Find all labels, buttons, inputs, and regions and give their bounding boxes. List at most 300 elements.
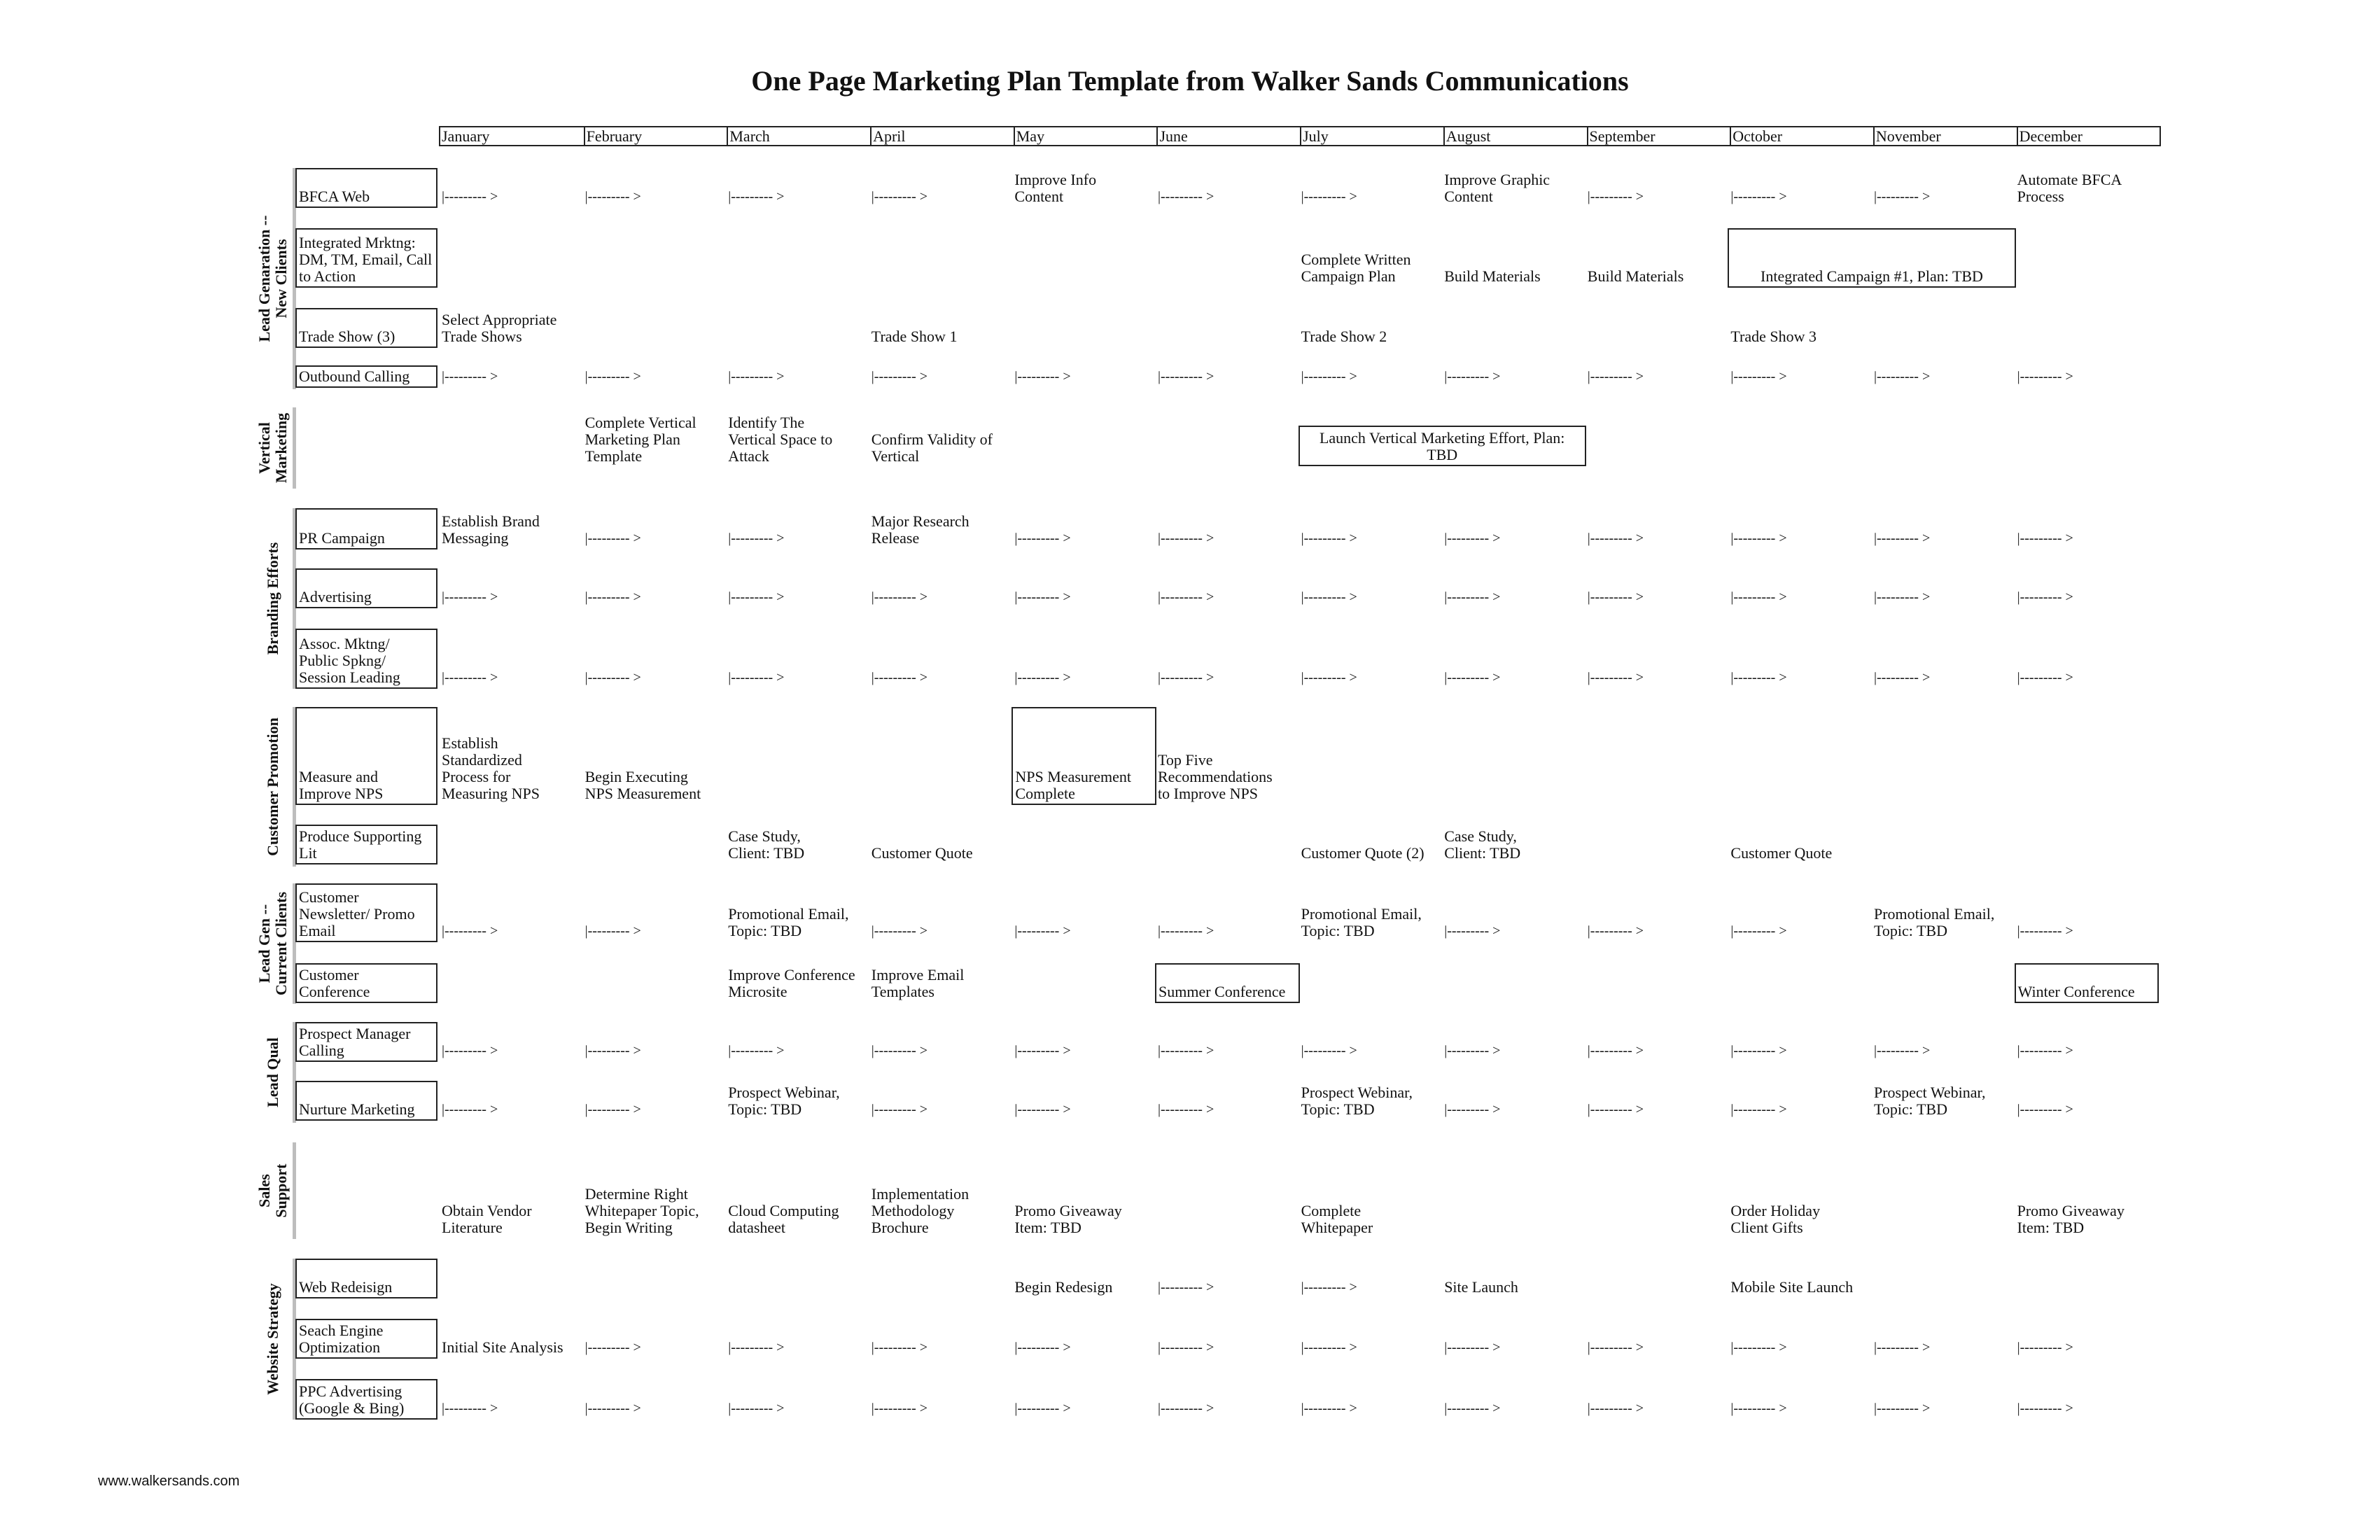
arrow-text: |--------- > [2017, 670, 2073, 685]
group-label [253, 407, 293, 489]
arrow-text: |--------- > [1587, 1102, 1644, 1117]
group-label [253, 1259, 293, 1420]
plan-item-text: Cloud Computing datasheet [728, 1202, 839, 1236]
continuation-arrow [1730, 147, 1868, 206]
arrow-text: |--------- > [1587, 1340, 1644, 1355]
group-label-text: Lead Genaration -- New Clients [255, 215, 290, 342]
continuation-arrow [1588, 862, 1726, 941]
continuation-arrow [2017, 608, 2155, 687]
continuation-arrow [1301, 147, 1439, 206]
arrow-text: |--------- > [1301, 1401, 1357, 1416]
arrow-text: |--------- > [728, 531, 785, 546]
plan-item [728, 1121, 866, 1238]
continuation-arrow [728, 147, 866, 206]
continuation-arrow [1588, 1358, 1726, 1418]
footer-url: www.walkersands.com [98, 1474, 240, 1489]
group-label-text: Website Strategy [264, 1283, 281, 1395]
arrow-text: |--------- > [2017, 589, 2073, 605]
plan-item [728, 942, 866, 1002]
arrow-text: |--------- > [871, 923, 928, 939]
continuation-arrow [1730, 862, 1868, 941]
plan-item-text: Complete Whitepaper [1301, 1202, 1373, 1236]
plan-item [442, 1121, 580, 1238]
plan-item [872, 287, 1009, 346]
arrow-text: |--------- > [871, 1340, 928, 1355]
continuation-arrow [1301, 1298, 1439, 1357]
continuation-arrow [1014, 1358, 1152, 1418]
arrow-text: |--------- > [1874, 1043, 1931, 1058]
arrow-text: |--------- > [728, 369, 785, 384]
continuation-arrow [1730, 1001, 1868, 1060]
arrow-text: |--------- > [2017, 369, 2073, 384]
arrow-text: |--------- > [728, 589, 785, 605]
plan-item [872, 942, 1009, 1002]
arrow-text: |--------- > [871, 1043, 928, 1058]
row-label [295, 1319, 438, 1359]
plan-item-text: Promotional Email, Topic: TBD [1874, 905, 1995, 939]
plan-item-text: Major Research Release [871, 512, 969, 547]
arrow-text: |--------- > [1444, 670, 1501, 685]
continuation-arrow [872, 344, 1009, 386]
arrow-text: |--------- > [728, 1401, 785, 1416]
plan-item [1301, 862, 1439, 941]
arrow-text: |--------- > [584, 189, 641, 204]
continuation-arrow [1301, 487, 1439, 548]
continuation-arrow [1014, 344, 1152, 386]
plan-item-text: Initial Site Analysis [442, 1338, 564, 1356]
continuation-arrow [2017, 487, 2155, 548]
plan-item [1874, 1060, 2012, 1119]
arrow-text: |--------- > [2017, 1043, 2073, 1058]
continuation-arrow [2017, 547, 2155, 607]
row-label [295, 407, 438, 468]
plan-item-text: Automate BFCA Process [2017, 171, 2122, 205]
continuation-arrow [442, 1358, 580, 1418]
arrow-text: |--------- > [1587, 369, 1644, 384]
plan-item [872, 804, 1009, 863]
plan-item [585, 686, 723, 804]
continuation-arrow [1588, 344, 1726, 386]
arrow-text: |--------- > [728, 189, 785, 204]
continuation-arrow [1301, 1238, 1439, 1297]
month-header-november: November [1873, 127, 2017, 145]
plan-item-text: Improve Info Content [1014, 171, 1097, 205]
arrow-text: |--------- > [1158, 1280, 1214, 1295]
plan-item-text: Establish Brand Messaging [442, 512, 540, 547]
arrow-text: |--------- > [1158, 531, 1214, 546]
row-label-text: Trade Show (3) [299, 328, 396, 345]
row-label-text: Assoc. Mktng/ Public Spkng/ Session Leading [299, 635, 400, 686]
arrow-text: |--------- > [1730, 589, 1787, 605]
arrow-text: |--------- > [1730, 531, 1787, 546]
arrow-text: |--------- > [1874, 589, 1931, 605]
arrow-text: |--------- > [584, 670, 641, 685]
continuation-arrow [872, 1060, 1009, 1119]
arrow-text: |--------- > [442, 1401, 498, 1416]
plan-item [1730, 1238, 1868, 1297]
plan-item-text: Promo Giveaway Item: TBD [2017, 1202, 2124, 1236]
continuation-arrow [442, 1060, 580, 1119]
continuation-arrow [585, 1358, 723, 1418]
plan-item [1444, 1238, 1582, 1297]
row-label-text: Customer Conference [299, 966, 370, 1000]
continuation-arrow [1874, 1358, 2012, 1418]
continuation-arrow [442, 862, 580, 941]
continuation-arrow [442, 1001, 580, 1060]
arrow-text: |--------- > [1301, 670, 1357, 685]
group-label-text: Vertical Marketing [255, 412, 290, 484]
plan-item [442, 487, 580, 548]
arrow-text: |--------- > [584, 1340, 641, 1355]
plan-item-text: Implementation Methodology Brochure [871, 1185, 969, 1236]
group-label [253, 508, 293, 689]
arrow-text: |--------- > [2017, 531, 2073, 546]
spanning-plan-item [1728, 228, 2015, 288]
month-header-september: September [1587, 127, 1730, 145]
arrow-text: |--------- > [1587, 670, 1644, 685]
continuation-arrow [1730, 547, 1868, 607]
plan-item-text: NPS Measurement Complete [1015, 768, 1131, 802]
row-label [295, 228, 438, 288]
plan-item-text: Trade Show 1 [871, 328, 958, 345]
continuation-arrow [872, 147, 1009, 206]
row-label-text: PPC Advertising (Google & Bing) [299, 1382, 405, 1417]
continuation-arrow [872, 1298, 1009, 1357]
continuation-arrow [1014, 1298, 1152, 1357]
plan-item-text: Obtain Vendor Literature [442, 1202, 532, 1236]
plan-item-text: Build Materials [1587, 267, 1684, 285]
plan-item-text: Order Holiday Client Gifts [1730, 1202, 1821, 1236]
arrow-text: |--------- > [1158, 589, 1214, 605]
plan-item [1301, 804, 1439, 863]
arrow-text: |--------- > [871, 589, 928, 605]
plan-item [1011, 707, 1156, 805]
plan-item [872, 1121, 1009, 1238]
arrow-text: |--------- > [1301, 369, 1357, 384]
continuation-arrow [1874, 147, 2012, 206]
plan-item [872, 386, 1009, 466]
arrow-text: |--------- > [1444, 1043, 1501, 1058]
row-label [295, 568, 438, 608]
continuation-arrow [1158, 547, 1296, 607]
continuation-arrow [1730, 1358, 1868, 1418]
arrow-text: |--------- > [1014, 1401, 1071, 1416]
plan-item [728, 804, 866, 863]
month-header-march: March [727, 127, 870, 145]
continuation-arrow [442, 608, 580, 687]
continuation-arrow [2017, 1358, 2155, 1418]
row-label [295, 707, 438, 805]
plan-item-text: Winter Conference [2017, 983, 2135, 1000]
arrow-text: |--------- > [442, 923, 498, 939]
row-label-text: Customer Newsletter/ Promo Email [299, 888, 415, 939]
spanning-plan-item-text: Integrated Campaign #1, Plan: TBD [1760, 267, 1983, 285]
row-label [295, 308, 438, 348]
row-label [295, 825, 438, 864]
plan-item-text: Determine Right Whitepaper Topic, Begin Writing [584, 1185, 699, 1236]
arrow-text: |--------- > [1444, 1340, 1501, 1355]
plan-item [1730, 287, 1868, 346]
continuation-arrow [1874, 1298, 2012, 1357]
group-label-text: Branding Efforts [264, 542, 281, 655]
arrow-text: |--------- > [1587, 589, 1644, 605]
group-label-text: Lead Qual [264, 1037, 281, 1107]
arrow-text: |--------- > [1158, 1102, 1214, 1117]
plan-item-text: Identify The Vertical Space to Attack [728, 414, 833, 465]
plan-item [1014, 147, 1152, 206]
plan-item-text: Build Materials [1444, 267, 1541, 285]
arrow-text: |--------- > [2017, 1401, 2073, 1416]
continuation-arrow [2017, 1001, 2155, 1060]
month-header-december: December [2017, 127, 2160, 145]
arrow-text: |--------- > [1158, 189, 1214, 204]
continuation-arrow [728, 487, 866, 548]
continuation-arrow [585, 487, 723, 548]
arrow-text: |--------- > [1014, 923, 1071, 939]
arrow-text: |--------- > [1444, 589, 1501, 605]
arrow-text: |--------- > [1444, 1102, 1501, 1117]
continuation-arrow [728, 1358, 866, 1418]
arrow-text: |--------- > [1730, 1102, 1787, 1117]
plan-item [1444, 207, 1582, 286]
continuation-arrow [442, 547, 580, 607]
continuation-arrow [1444, 344, 1582, 386]
plan-item [728, 862, 866, 941]
plan-item [1730, 1121, 1868, 1238]
plan-item [1301, 287, 1439, 346]
row-label-text: Advertising [299, 588, 372, 606]
arrow-text: |--------- > [1444, 1401, 1501, 1416]
continuation-arrow [1444, 1298, 1582, 1357]
arrow-text: |--------- > [1301, 189, 1357, 204]
arrow-text: |--------- > [2017, 923, 2073, 939]
arrow-text: |--------- > [728, 1043, 785, 1058]
row-label-text: PR Campaign [299, 529, 385, 547]
plan-item-text: Improve Graphic Content [1444, 171, 1550, 205]
plan-item [1588, 207, 1726, 286]
continuation-arrow [1874, 487, 2012, 548]
continuation-arrow [1301, 1358, 1439, 1418]
plan-item-text: Mobile Site Launch [1730, 1278, 1854, 1296]
continuation-arrow [1588, 1298, 1726, 1357]
page-title: One Page Marketing Plan Template from Walker Sands Communications [751, 65, 1629, 97]
plan-item-text: Promotional Email, Topic: TBD [728, 905, 849, 939]
arrow-text: |--------- > [2017, 1102, 2073, 1117]
continuation-arrow [1730, 608, 1868, 687]
continuation-arrow [1158, 1060, 1296, 1119]
group-label-text: Customer Promotion [264, 718, 281, 856]
continuation-arrow [1444, 547, 1582, 607]
plan-item [1444, 804, 1582, 863]
arrow-text: |--------- > [1730, 1340, 1787, 1355]
arrow-text: |--------- > [1014, 1340, 1071, 1355]
continuation-arrow [1301, 1001, 1439, 1060]
arrow-text: |--------- > [1158, 1401, 1214, 1416]
plan-item-text: Case Study, Client: TBD [1444, 827, 1521, 862]
arrow-text: |--------- > [1014, 589, 1071, 605]
row-label-text: Measure and Improve NPS [299, 768, 384, 802]
plan-item-text: Case Study, Client: TBD [728, 827, 805, 862]
plan-item-text: Begin Redesign [1014, 1278, 1113, 1296]
continuation-arrow [1588, 1060, 1726, 1119]
row-label [295, 629, 438, 689]
group-label-text: Sales Support [255, 1163, 290, 1218]
continuation-arrow [1444, 608, 1582, 687]
continuation-arrow [728, 344, 866, 386]
arrow-text: |--------- > [1730, 670, 1787, 685]
arrow-text: |--------- > [1730, 369, 1787, 384]
continuation-arrow [1730, 487, 1868, 548]
arrow-text: |--------- > [1874, 1340, 1931, 1355]
continuation-arrow [1874, 344, 2012, 386]
plan-item-text: Trade Show 2 [1301, 328, 1387, 345]
arrow-text: |--------- > [871, 1401, 928, 1416]
arrow-text: |--------- > [1587, 531, 1644, 546]
arrow-text: |--------- > [1587, 1043, 1644, 1058]
plan-item-text: Prospect Webinar, Topic: TBD [1301, 1084, 1413, 1118]
arrow-text: |--------- > [871, 670, 928, 685]
spanning-plan-item [1298, 426, 1586, 466]
arrow-text: |--------- > [1014, 670, 1071, 685]
month-header-june: June [1156, 127, 1300, 145]
plan-item [1444, 147, 1582, 206]
continuation-arrow [1014, 1001, 1152, 1060]
arrow-text: |--------- > [1158, 670, 1214, 685]
plan-item [1301, 1060, 1439, 1119]
arrow-text: |--------- > [1014, 369, 1071, 384]
arrow-text: |--------- > [442, 189, 498, 204]
plan-item [2017, 147, 2155, 206]
plan-item-text: Promo Giveaway Item: TBD [1014, 1202, 1122, 1236]
continuation-arrow [728, 608, 866, 687]
continuation-arrow [1301, 344, 1439, 386]
arrow-text: |--------- > [1730, 189, 1787, 204]
arrow-text: |--------- > [1874, 369, 1931, 384]
plan-item-text: Site Launch [1444, 1278, 1518, 1296]
plan-item-text: Summer Conference [1158, 983, 1286, 1000]
group-label-text: Lead Gen -- Current Clients [255, 891, 290, 996]
arrow-text: |--------- > [1444, 369, 1501, 384]
continuation-arrow [1874, 1001, 2012, 1060]
continuation-arrow [728, 1001, 866, 1060]
arrow-text: |--------- > [871, 189, 928, 204]
month-header-february: February [584, 127, 727, 145]
continuation-arrow [1730, 344, 1868, 386]
continuation-arrow [1874, 547, 2012, 607]
arrow-text: |--------- > [1730, 923, 1787, 939]
group-label [253, 1022, 293, 1123]
group-label [253, 168, 293, 389]
arrow-text: |--------- > [1158, 369, 1214, 384]
plan-item [728, 386, 866, 466]
continuation-arrow [1588, 487, 1726, 548]
arrow-text: |--------- > [2017, 1340, 2073, 1355]
arrow-text: |--------- > [1587, 189, 1644, 204]
continuation-arrow [728, 1298, 866, 1357]
continuation-arrow [872, 1001, 1009, 1060]
plan-item-text: Complete Vertical Marketing Plan Template [584, 414, 696, 465]
continuation-arrow [585, 1060, 723, 1119]
plan-item-text: Top Five Recommendations to Improve NPS [1158, 751, 1273, 802]
plan-item [1158, 686, 1296, 804]
continuation-arrow [1444, 487, 1582, 548]
continuation-arrow [2017, 1060, 2155, 1119]
arrow-text: |--------- > [1587, 923, 1644, 939]
continuation-arrow [1444, 1060, 1582, 1119]
plan-item [1014, 1121, 1152, 1238]
row-label-text: Integrated Mrktng: DM, TM, Email, Call to Action [299, 234, 433, 285]
continuation-arrow [1444, 1001, 1582, 1060]
row-label-text: Seach Engine Optimization [299, 1322, 384, 1356]
plan-item-text: Begin Executing NPS Measurement [584, 768, 701, 802]
continuation-arrow [1588, 547, 1726, 607]
arrow-text: |--------- > [1730, 1043, 1787, 1058]
arrow-text: |--------- > [584, 1102, 641, 1117]
continuation-arrow [1158, 608, 1296, 687]
arrow-text: |--------- > [1301, 1280, 1357, 1295]
arrow-text: |--------- > [871, 1102, 928, 1117]
plan-item-text: Improve Email Templates [871, 966, 965, 1000]
arrow-text: |--------- > [442, 1043, 498, 1058]
continuation-arrow [585, 1298, 723, 1357]
arrow-text: |--------- > [584, 923, 641, 939]
arrow-text: |--------- > [1587, 1401, 1644, 1416]
continuation-arrow [2017, 1298, 2155, 1357]
month-header-october: October [1730, 127, 1873, 145]
row-label-text: Prospect Manager Calling [299, 1025, 411, 1059]
row-label [295, 883, 438, 942]
continuation-arrow [1444, 1358, 1582, 1418]
continuation-arrow [1588, 608, 1726, 687]
plan-item [728, 1060, 866, 1119]
arrow-text: |--------- > [1444, 923, 1501, 939]
continuation-arrow [872, 547, 1009, 607]
arrow-text: |--------- > [584, 1043, 641, 1058]
plan-item [1730, 804, 1868, 863]
continuation-arrow [1588, 1001, 1726, 1060]
continuation-arrow [728, 547, 866, 607]
plan-item [2015, 963, 2160, 1003]
plan-item [585, 1121, 723, 1238]
continuation-arrow [585, 608, 723, 687]
arrow-text: |--------- > [442, 369, 498, 384]
continuation-arrow [1158, 862, 1296, 941]
arrow-text: |--------- > [584, 369, 641, 384]
row-label [295, 963, 438, 1003]
arrow-text: |--------- > [1158, 1340, 1214, 1355]
continuation-arrow [1444, 862, 1582, 941]
continuation-arrow [1158, 1238, 1296, 1297]
arrow-text: |--------- > [1874, 531, 1931, 546]
plan-item-text: Complete Written Campaign Plan [1301, 251, 1411, 285]
row-label-text: Outbound Calling [299, 368, 410, 385]
arrow-text: |--------- > [1874, 670, 1931, 685]
continuation-arrow [442, 344, 580, 386]
arrow-text: |--------- > [1301, 1340, 1357, 1355]
arrow-text: |--------- > [1301, 531, 1357, 546]
continuation-arrow [585, 1001, 723, 1060]
continuation-arrow [585, 862, 723, 941]
plan-item-text: Customer Quote [871, 844, 973, 862]
month-header-may: May [1014, 127, 1157, 145]
arrow-text: |--------- > [1014, 531, 1071, 546]
arrow-text: |--------- > [584, 1401, 641, 1416]
row-label-text: Web Redeisign [299, 1278, 393, 1296]
continuation-arrow [1158, 1001, 1296, 1060]
continuation-arrow [1014, 1060, 1152, 1119]
plan-item-text: Prospect Webinar, Topic: TBD [1874, 1084, 1986, 1118]
continuation-arrow [1730, 1060, 1868, 1119]
